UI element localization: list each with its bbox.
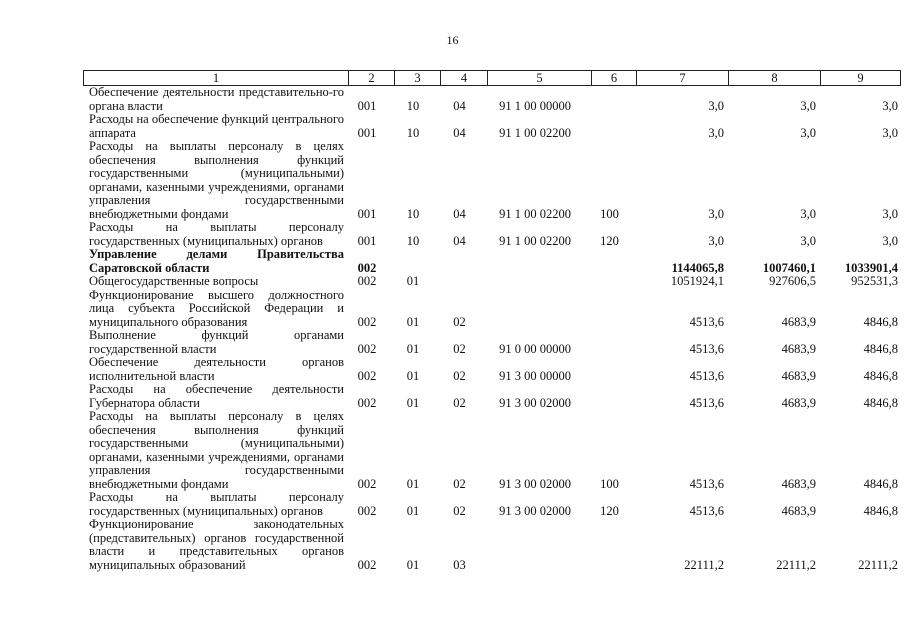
row-expense-type xyxy=(587,289,632,330)
row-subsection-code: 02 xyxy=(453,341,466,356)
row-expense-type xyxy=(587,113,632,140)
table-row xyxy=(89,289,898,330)
row-amount-col9: 4846,8 xyxy=(863,314,898,329)
table-row xyxy=(89,113,898,140)
row-amount-col8: 3,0 xyxy=(800,233,816,248)
row-amount-col9: 4846,8 xyxy=(863,476,898,491)
row-amount-col9: 4846,8 xyxy=(863,341,898,356)
row-expense-type: 120 xyxy=(600,503,619,518)
row-subsection-code: 02 xyxy=(453,503,466,518)
row-amount-col9: 1033901,4 xyxy=(844,260,898,275)
row-department-code: 002 xyxy=(357,503,377,518)
row-section-code: 01 xyxy=(406,368,420,383)
table-row xyxy=(89,221,898,248)
column-header-6: 6 xyxy=(592,71,637,86)
table-row xyxy=(89,275,898,289)
row-department-code: 001 xyxy=(357,206,377,221)
row-target-article xyxy=(483,518,587,572)
row-amount-col9: 4846,8 xyxy=(863,395,898,410)
row-subsection-code: 03 xyxy=(453,557,466,572)
row-department-code: 002 xyxy=(357,274,377,288)
row-amount-col7: 4513,6 xyxy=(689,314,724,329)
row-section-code: 10 xyxy=(406,98,420,113)
row-subsection-code: 02 xyxy=(453,476,466,491)
table-row xyxy=(89,410,898,491)
table-row xyxy=(89,86,898,113)
row-amount-col7: 1144065,8 xyxy=(671,260,724,275)
row-amount-col9: 3,0 xyxy=(882,233,898,248)
table-row xyxy=(89,356,898,383)
table-row xyxy=(89,491,898,518)
row-expense-type xyxy=(587,275,632,289)
row-expense-type xyxy=(587,356,632,383)
row-description: Функционирование высшего должностного лица субъекта Российской Федерации и муниципального образования xyxy=(89,287,344,329)
row-section-code: 10 xyxy=(406,206,420,221)
row-section-code: 10 xyxy=(406,233,420,248)
row-amount-col8: 1007460,1 xyxy=(762,260,816,275)
row-target-article: 91 1 00 02200 xyxy=(499,206,571,221)
row-section-code: 01 xyxy=(406,557,420,572)
row-description: Обеспечение деятельности представительно-го органа власти xyxy=(89,85,344,113)
row-section-code: 01 xyxy=(406,314,420,329)
row-amount-col8: 4683,9 xyxy=(781,503,816,518)
row-section-code: 01 xyxy=(406,395,420,410)
row-description: Расходы на выплаты персоналу в целях обеспечения выполнения функций государственными (муниципальными) органами, казенными учреждениями, органами управления государственными внебюджетными фондами xyxy=(89,409,344,491)
row-amount-col9: 3,0 xyxy=(882,98,898,113)
row-expense-type xyxy=(587,518,632,572)
row-amount-col7: 4513,6 xyxy=(689,341,724,356)
column-header-5: 5 xyxy=(488,71,592,86)
row-section-code: 01 xyxy=(406,341,420,356)
row-amount-col9: 4846,8 xyxy=(863,503,898,518)
row-amount-col8: 4683,9 xyxy=(781,395,816,410)
row-expense-type: 120 xyxy=(600,233,619,248)
row-amount-col9: 4846,8 xyxy=(863,368,898,383)
row-amount-col8: 4683,9 xyxy=(781,314,816,329)
column-header-table xyxy=(83,70,901,86)
budget-table xyxy=(89,86,898,572)
row-target-article: 91 3 00 02000 xyxy=(499,395,571,410)
row-target-article xyxy=(483,289,587,330)
row-expense-type xyxy=(587,383,632,410)
row-amount-col8: 22111,2 xyxy=(776,557,816,572)
row-department-code: 001 xyxy=(357,233,377,248)
row-amount-col7: 3,0 xyxy=(708,125,724,140)
row-target-article xyxy=(483,275,587,289)
column-header-8: 8 xyxy=(729,71,821,86)
table-row xyxy=(89,329,898,356)
row-section-code: 01 xyxy=(406,274,420,288)
row-expense-type xyxy=(587,86,632,113)
row-department-code: 002 xyxy=(357,341,377,356)
row-amount-col8: 4683,9 xyxy=(781,341,816,356)
row-section-code: 01 xyxy=(406,503,420,518)
row-amount-col7: 4513,6 xyxy=(689,395,724,410)
row-subsection-code: 04 xyxy=(453,98,466,113)
row-department-code: 002 xyxy=(357,557,377,572)
row-amount-col9: 22111,2 xyxy=(858,557,898,572)
row-description: Управление делами Правительства Саратовской области xyxy=(89,247,344,275)
row-amount-col8: 3,0 xyxy=(800,206,816,221)
table-row xyxy=(89,518,898,572)
column-header-4: 4 xyxy=(441,71,488,86)
row-section-code xyxy=(390,248,436,275)
column-header-1: 1 xyxy=(84,71,349,86)
row-amount-col7: 3,0 xyxy=(708,233,724,248)
table-row xyxy=(89,140,898,221)
table-row xyxy=(89,248,898,275)
column-header-9: 9 xyxy=(821,71,901,86)
row-subsection-code: 02 xyxy=(453,368,466,383)
row-target-article: 91 3 00 00000 xyxy=(499,368,571,383)
page-number: 16 xyxy=(446,33,459,47)
row-target-article xyxy=(483,248,587,275)
row-target-article: 91 1 00 00000 xyxy=(499,98,571,113)
row-department-code: 002 xyxy=(357,476,377,491)
row-description: Расходы на выплаты персоналу в целях обеспечения выполнения функций государственными (муниципальными) органами, казенными учреждениями, органами управления государственными внебюджетными фондами xyxy=(89,139,344,221)
row-expense-type xyxy=(587,248,632,275)
row-section-code: 10 xyxy=(406,125,420,140)
row-target-article: 91 1 00 02200 xyxy=(499,233,571,248)
row-amount-col7: 4513,6 xyxy=(689,476,724,491)
row-subsection-code xyxy=(436,248,483,275)
row-description: Выполнение функций органами государственной власти xyxy=(89,328,344,356)
row-amount-col7: 1051924,1 xyxy=(670,274,724,288)
row-expense-type: 100 xyxy=(600,206,619,221)
row-expense-type xyxy=(587,329,632,356)
row-department-code: 001 xyxy=(357,125,377,140)
row-amount-col7: 4513,6 xyxy=(689,503,724,518)
column-header-row xyxy=(84,71,901,86)
row-subsection-code: 02 xyxy=(453,314,466,329)
row-amount-col7: 22111,2 xyxy=(684,557,724,572)
row-department-code: 001 xyxy=(357,98,377,113)
row-department-code: 002 xyxy=(357,368,377,383)
table-row xyxy=(89,383,898,410)
row-subsection-code: 02 xyxy=(453,395,466,410)
row-amount-col8: 4683,9 xyxy=(781,476,816,491)
row-amount-col8: 4683,9 xyxy=(781,368,816,383)
row-department-code: 002 xyxy=(357,314,377,329)
row-description: Расходы на выплаты персоналу государственных (муниципальных) органов xyxy=(89,220,344,248)
row-amount-col9: 3,0 xyxy=(882,125,898,140)
row-subsection-code xyxy=(436,275,483,289)
row-description: Расходы на обеспечение функций центрального аппарата xyxy=(89,112,344,140)
row-expense-type: 100 xyxy=(600,476,619,491)
column-header-3: 3 xyxy=(395,71,441,86)
row-section-code: 01 xyxy=(406,476,420,491)
row-subsection-code: 04 xyxy=(453,125,466,140)
row-amount-col9: 952531,3 xyxy=(851,274,898,288)
row-subsection-code: 04 xyxy=(453,206,466,221)
row-description: Общегосударственные вопросы xyxy=(89,274,259,288)
row-amount-col8: 927606,5 xyxy=(769,274,816,288)
row-description: Функционирование законодательных (представительных) органов государственной власти и представительных органов муниципальных образований xyxy=(89,517,344,572)
row-target-article: 91 0 00 00000 xyxy=(499,341,571,356)
row-amount-col8: 3,0 xyxy=(800,125,816,140)
row-amount-col7: 3,0 xyxy=(708,98,724,113)
row-target-article: 91 3 00 02000 xyxy=(499,476,571,491)
column-header-2: 2 xyxy=(349,71,395,86)
row-target-article: 91 3 00 02000 xyxy=(499,503,571,518)
row-subsection-code: 04 xyxy=(453,233,466,248)
row-amount-col9: 3,0 xyxy=(882,206,898,221)
row-amount-col7: 3,0 xyxy=(708,206,724,221)
row-amount-col8: 3,0 xyxy=(800,98,816,113)
row-description: Расходы на выплаты персоналу государственных (муниципальных) органов xyxy=(89,490,344,518)
row-target-article: 91 1 00 02200 xyxy=(499,125,571,140)
column-header-7: 7 xyxy=(637,71,729,86)
row-department-code: 002 xyxy=(357,395,377,410)
row-description: Обеспечение деятельности органов исполнительной власти xyxy=(89,355,344,383)
row-description: Расходы на обеспечение деятельности Губернатора области xyxy=(89,382,344,410)
row-department-code: 002 xyxy=(357,260,377,275)
row-amount-col7: 4513,6 xyxy=(689,368,724,383)
